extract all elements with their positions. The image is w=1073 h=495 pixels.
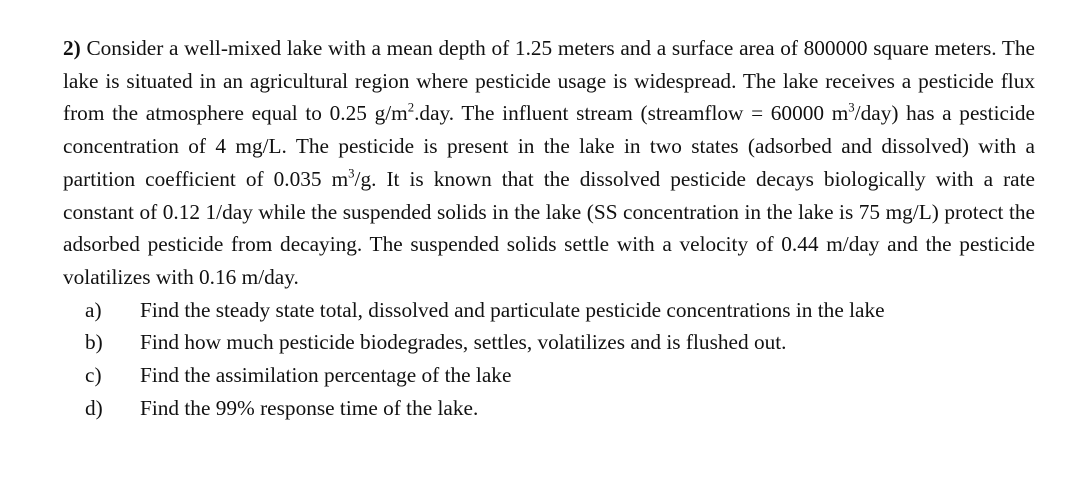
problem-text-part-3: /day) has a pesticide concentration of 4 mg/L. The pesticide is present in the lake in two states (adsorbed and dissolved) with a partition coefficient of 0.035 m <box>63 101 1035 191</box>
sub-question-marker: d) <box>85 395 103 420</box>
superscript-2: 2 <box>407 101 415 116</box>
problem-document <box>63 32 1035 424</box>
sub-question-d <box>85 392 1035 425</box>
sub-question-text: Find how much pesticide biodegrades, settles, volatilizes and is flushed out. <box>140 330 787 355</box>
sub-question-marker: c) <box>85 363 102 388</box>
problem-number: 2) <box>63 36 81 60</box>
sub-question-text: Find the assimilation percentage of the lake <box>140 363 512 388</box>
sub-question-marker: b) <box>85 330 103 355</box>
sub-question-list <box>63 294 1035 425</box>
sub-question-b <box>85 326 1035 359</box>
problem-text-part-2: .day. The influent stream (streamflow = 60000 m <box>414 101 849 126</box>
problem-statement <box>63 32 1035 294</box>
sub-question-c <box>85 359 1035 392</box>
problem-text-part-1: Consider a well-mixed lake with a mean depth of 1.25 meters and a surface area of 800000 square meters. The lake is situated in an agricultural region where pesticide usage is widespread. The lake receives a pesticide flux from the atmosphere equal to 0.25 g/m <box>63 36 1035 126</box>
sub-question-text: Find the 99% response time of the lake. <box>140 395 479 420</box>
sub-question-marker: a) <box>85 297 102 322</box>
sub-question-text: Find the steady state total, dissolved and particulate pesticide concentrations in the lake <box>140 297 885 322</box>
superscript-3: 3 <box>348 166 355 181</box>
problem-text-part-4: /g. It is known that the dissolved pesticide decays biologically with a rate constant of 0.12 1/day while the suspended solids in the lake (SS concentration in the lake is 75 mg/L) protect the adsorbed pesticide from decaying. The suspended solids settle with a velocity of 0.44 m/day and the pesticide volatilizes with 0.16 m/day. <box>63 166 1035 289</box>
superscript-3: 3 <box>848 101 855 116</box>
sub-question-a <box>85 294 1035 327</box>
